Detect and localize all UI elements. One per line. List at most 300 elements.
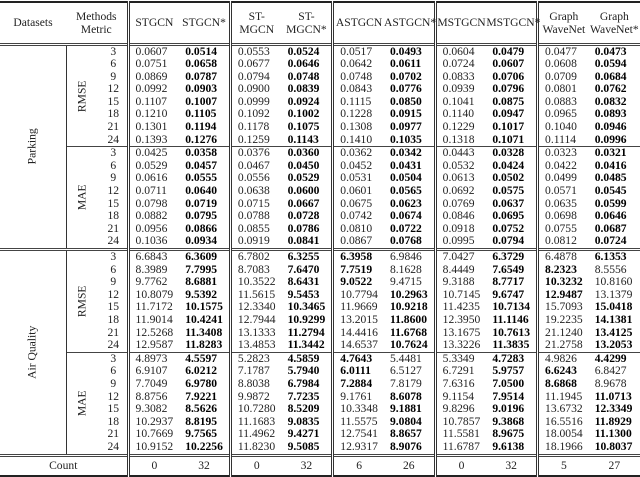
dataset-label: Parking	[25, 128, 39, 165]
value-cell: 13.4853	[230, 339, 281, 352]
value-cell: 0.0553	[230, 44, 281, 58]
header-row	[0, 2, 640, 44]
value-cell: 9.0835	[287, 414, 320, 428]
value-cell: 4.4299	[589, 352, 640, 365]
value-cell: 6.3729	[486, 250, 537, 264]
value-cell: 9.3188	[435, 276, 486, 289]
value-cell: 0.0918	[435, 223, 486, 236]
value-cell: 0.0532	[435, 160, 486, 173]
value-cell: 0.0855	[230, 223, 281, 236]
value-cell: 4.7643	[333, 352, 384, 365]
value-cell: 12.9317	[333, 441, 384, 455]
value-cell: 13.2053	[594, 338, 633, 352]
value-cell: 0.0788	[230, 210, 281, 223]
horizon-cell: 9	[110, 376, 117, 390]
value-cell: 12.3349	[594, 402, 633, 416]
column-header	[128, 2, 179, 44]
metric-label: MAE	[75, 390, 89, 417]
methods-metric-header	[66, 2, 128, 44]
value-cell: 0.0724	[435, 58, 486, 71]
value-cell: 7.6470	[287, 262, 320, 276]
value-cell: 0.0473	[589, 44, 640, 58]
value-cell: 0.0999	[230, 96, 281, 109]
value-cell: 13.3226	[435, 339, 486, 352]
value-cell: 12.5268	[128, 327, 179, 340]
value-cell: 0.0556	[230, 172, 281, 185]
value-cell: 0.0839	[287, 82, 320, 96]
value-cell: 6.6843	[128, 250, 179, 264]
value-cell: 0.0915	[389, 107, 422, 121]
value-cell: 6.7291	[435, 365, 486, 378]
value-cell: 8.2323	[538, 264, 589, 277]
value-cell: 0.0748	[333, 71, 384, 84]
value-cell: 11.6787	[435, 441, 486, 455]
value-cell: 8.6881	[185, 275, 218, 289]
value-cell: 0.1178	[230, 121, 281, 134]
value-cell: 0.0992	[128, 83, 179, 96]
value-cell: 0.0358	[179, 147, 230, 160]
value-cell: 10.3348	[333, 403, 384, 416]
value-cell: 0.0443	[435, 147, 486, 160]
column-header-line: ASTGCN	[335, 16, 383, 30]
value-cell: 7.2884	[333, 378, 384, 391]
value-cell: 14.4416	[333, 327, 384, 340]
horizon-cell: 18	[107, 209, 120, 223]
value-cell: 0.0328	[486, 147, 537, 160]
value-cell: 0.0695	[492, 209, 525, 223]
metric-label: RMSE	[75, 285, 89, 318]
value-cell: 14.6537	[333, 339, 384, 352]
column-header-line: WaveNet	[542, 22, 586, 36]
column-header	[282, 2, 333, 44]
value-cell: 0.1276	[185, 132, 218, 146]
value-cell: 0.0711	[128, 185, 179, 198]
horizon-cell: 3	[100, 352, 128, 365]
horizon-cell: 9	[110, 275, 117, 289]
value-cell: 6.7984	[287, 376, 320, 390]
value-cell: 11.6768	[389, 325, 427, 339]
value-cell: 0.0638	[230, 185, 281, 198]
horizon-cell: 24	[107, 132, 120, 146]
value-cell: 6.0111	[333, 365, 384, 378]
value-cell: 0.0599	[594, 196, 627, 210]
value-cell: 0.0794	[492, 234, 525, 248]
count-label: Count	[0, 455, 128, 476]
table-row	[0, 44, 640, 58]
value-cell: 0.0607	[128, 44, 179, 58]
value-cell: 11.4962	[230, 428, 281, 441]
column-header-line: WaveNet*	[590, 22, 639, 36]
value-cell: 0.0996	[594, 132, 627, 146]
value-cell: 8.7717	[492, 275, 525, 289]
value-cell: 11.1945	[538, 391, 589, 404]
value-cell: 0.0769	[435, 198, 486, 211]
value-cell: 0.0724	[594, 234, 627, 248]
value-cell: 0.1115	[333, 96, 384, 109]
horizon-cell: 21	[107, 120, 120, 134]
value-cell: 11.5575	[333, 416, 384, 429]
value-cell: 0.0846	[435, 210, 486, 223]
count-value: 5	[538, 455, 589, 476]
value-cell: 7.7519	[333, 264, 384, 277]
column-header-line: STGCN	[135, 16, 174, 30]
datasets-header: Datasets	[13, 16, 53, 30]
value-cell: 11.5615	[230, 289, 281, 302]
value-cell: 6.5127	[389, 364, 422, 378]
value-cell: 9.5392	[185, 287, 218, 301]
value-cell: 0.0529	[128, 160, 179, 173]
value-cell: 0.0524	[282, 44, 333, 58]
value-cell: 8.8756	[128, 391, 179, 404]
results-table	[0, 1, 640, 477]
table-row	[0, 352, 640, 365]
value-cell: 13.1333	[230, 327, 281, 340]
horizon-cell: 15	[107, 402, 120, 416]
value-cell: 11.3408	[185, 325, 223, 339]
value-cell: 0.0450	[287, 158, 320, 172]
value-cell: 6.4878	[538, 250, 589, 264]
value-cell: 0.0850	[389, 94, 422, 108]
value-cell: 11.2794	[287, 325, 325, 339]
value-cell: 6.0212	[185, 364, 218, 378]
value-cell: 8.9678	[594, 376, 627, 390]
column-header	[179, 2, 230, 44]
value-cell: 0.0376	[230, 147, 281, 160]
value-cell: 8.6078	[389, 389, 422, 403]
value-cell: 0.0956	[128, 223, 179, 236]
value-cell: 10.8037	[594, 439, 633, 453]
value-cell: 10.7613	[492, 325, 531, 339]
value-cell: 11.8283	[185, 338, 223, 352]
value-cell: 0.0637	[492, 196, 525, 210]
value-cell: 0.0485	[594, 171, 627, 185]
value-cell: 8.9076	[389, 439, 422, 453]
value-cell: 0.0810	[333, 223, 384, 236]
horizon-cell: 18	[107, 414, 120, 428]
value-cell: 10.3465	[287, 300, 326, 314]
value-cell: 0.0977	[389, 120, 422, 134]
table-row	[0, 250, 640, 264]
value-cell: 9.3868	[492, 414, 525, 428]
value-cell: 0.0776	[389, 82, 422, 96]
value-cell: 0.0452	[333, 160, 384, 173]
value-cell: 0.0531	[333, 172, 384, 185]
horizon-cell: 24	[107, 234, 120, 248]
value-cell: 0.0965	[538, 108, 589, 121]
value-cell: 13.1675	[435, 327, 486, 340]
value-cell: 11.9669	[333, 301, 384, 314]
value-cell: 8.6868	[538, 378, 589, 391]
value-cell: 0.0502	[492, 171, 525, 185]
value-cell: 10.2937	[128, 416, 179, 429]
value-cell: 6.8427	[594, 364, 627, 378]
value-cell: 0.1002	[287, 107, 320, 121]
value-cell: 0.1114	[538, 134, 589, 147]
column-header-line: ASTGCN*	[383, 16, 437, 30]
value-cell: 9.4715	[389, 275, 422, 289]
value-cell: 0.0786	[287, 221, 320, 235]
dataset-label-cell	[0, 44, 66, 250]
value-cell: 7.7049	[128, 378, 179, 391]
horizon-cell: 24	[107, 439, 120, 453]
value-cell: 5.2823	[230, 352, 281, 365]
value-cell: 0.0939	[435, 83, 486, 96]
horizon-cell: 6	[110, 262, 117, 276]
value-cell: 0.0514	[179, 44, 230, 58]
horizon-cell: 3	[100, 250, 128, 264]
value-cell: 10.1575	[185, 300, 223, 314]
value-cell: 0.0946	[594, 120, 627, 134]
horizon-cell: 24	[107, 338, 120, 352]
value-cell: 7.6549	[492, 262, 525, 276]
value-cell: 0.0934	[185, 234, 218, 248]
value-cell: 10.9152	[128, 441, 179, 455]
count-value: 0	[128, 455, 179, 476]
value-cell: 0.0529	[287, 171, 320, 185]
horizon-cell: 12	[107, 184, 120, 198]
value-cell: 7.9221	[185, 389, 218, 403]
value-cell: 5.3349	[435, 352, 486, 365]
metric-label-cell	[66, 147, 100, 250]
value-cell: 0.0555	[185, 171, 218, 185]
value-cell: 0.0504	[389, 171, 422, 185]
value-cell: 21.1240	[538, 327, 589, 340]
value-cell: 0.0715	[230, 198, 281, 211]
value-cell: 0.0924	[287, 94, 320, 108]
value-cell: 0.0342	[384, 147, 435, 160]
value-cell: 0.0565	[389, 184, 422, 198]
value-cell: 6.3958	[333, 250, 384, 264]
value-cell: 0.0499	[538, 172, 589, 185]
value-cell: 0.0719	[185, 196, 218, 210]
value-cell: 0.1035	[389, 132, 422, 146]
value-cell: 0.0893	[594, 107, 627, 121]
horizon-cell: 6	[110, 158, 117, 172]
value-cell: 0.1318	[435, 134, 486, 147]
value-cell: 0.0903	[185, 82, 218, 96]
value-cell: 0.0425	[128, 147, 179, 160]
column-header-line: ST-MGCN	[239, 9, 275, 36]
value-cell: 0.0698	[538, 210, 589, 223]
value-cell: 0.0883	[538, 96, 589, 109]
horizon-cell: 21	[107, 221, 120, 235]
value-cell: 0.1092	[230, 108, 281, 121]
value-cell: 0.0787	[185, 69, 218, 83]
value-cell: 18.0054	[538, 428, 589, 441]
column-header	[435, 2, 486, 44]
value-cell: 10.8079	[128, 289, 179, 302]
value-cell: 0.0479	[486, 44, 537, 58]
horizon-cell: 15	[107, 196, 120, 210]
value-cell: 0.0795	[185, 209, 218, 223]
value-cell: 8.8038	[230, 378, 281, 391]
value-cell: 6.1353	[589, 250, 640, 264]
value-cell: 0.1308	[333, 121, 384, 134]
value-cell: 11.4235	[435, 301, 486, 314]
value-cell: 0.0947	[492, 107, 525, 121]
value-cell: 0.0995	[435, 235, 486, 249]
value-cell: 4.9826	[538, 352, 589, 365]
value-cell: 9.5453	[287, 287, 320, 301]
value-cell: 11.7172	[128, 301, 179, 314]
value-cell: 0.0321	[589, 147, 640, 160]
count-value: 0	[230, 455, 281, 476]
count-value: 0	[435, 455, 486, 476]
value-cell: 4.5859	[282, 352, 333, 365]
value-cell: 0.0424	[492, 158, 525, 172]
value-cell: 6.9780	[185, 376, 218, 390]
horizon-cell: 12	[107, 389, 120, 403]
horizon-cell: 3	[100, 147, 128, 160]
value-cell: 0.0674	[389, 209, 422, 223]
value-cell: 0.0742	[333, 210, 384, 223]
value-cell: 12.9587	[128, 339, 179, 352]
value-cell: 9.0196	[492, 402, 525, 416]
value-cell: 0.1105	[185, 107, 217, 121]
value-cell: 0.0875	[492, 94, 525, 108]
horizon-cell: 3	[100, 44, 128, 58]
value-cell: 9.7565	[185, 427, 218, 441]
count-value: 32	[179, 455, 230, 476]
value-cell: 0.0833	[435, 71, 486, 84]
value-cell: 0.0709	[538, 71, 589, 84]
value-cell: 10.2963	[389, 287, 428, 301]
value-cell: 0.0646	[594, 209, 627, 223]
column-header	[384, 2, 435, 44]
value-cell: 0.0748	[287, 69, 320, 83]
value-cell: 6.3609	[179, 250, 230, 264]
horizon-cell: 15	[107, 94, 120, 108]
value-cell: 12.3950	[435, 314, 486, 327]
value-cell: 21.2758	[538, 339, 589, 352]
horizon-cell: 6	[110, 57, 117, 71]
value-cell: 0.0611	[389, 57, 422, 71]
methods-label: Methods	[75, 9, 117, 23]
value-cell: 13.4125	[594, 325, 633, 339]
value-cell: 0.0362	[333, 147, 384, 160]
count-value: 27	[589, 455, 640, 476]
value-cell: 14.1381	[594, 312, 633, 326]
value-cell: 0.0751	[128, 58, 179, 71]
value-cell: 5.4481	[384, 352, 435, 365]
value-cell: 0.0794	[230, 71, 281, 84]
column-header-line: MSTGCN	[437, 16, 486, 30]
value-cell: 13.1379	[594, 287, 633, 301]
value-cell: 9.9872	[230, 391, 281, 404]
value-cell: 0.0517	[333, 44, 384, 58]
value-cell: 8.8657	[389, 427, 422, 441]
value-cell: 9.6138	[492, 439, 525, 453]
value-cell: 11.3442	[287, 338, 325, 352]
value-cell: 7.0500	[492, 376, 525, 390]
value-cell: 10.7669	[128, 428, 179, 441]
value-cell: 8.5556	[594, 262, 627, 276]
value-cell: 0.0646	[287, 57, 320, 71]
value-cell: 6.3255	[282, 250, 333, 264]
value-cell: 10.4241	[185, 312, 223, 326]
value-cell: 6.6243	[538, 365, 589, 378]
value-cell: 12.9487	[538, 289, 589, 302]
count-value: 32	[486, 455, 537, 476]
value-cell: 9.1761	[333, 391, 384, 404]
value-cell: 5.7940	[287, 364, 320, 378]
value-cell: 5.9757	[492, 364, 525, 378]
value-cell: 0.0722	[389, 221, 422, 235]
value-cell: 9.3082	[128, 403, 179, 416]
value-cell: 0.0493	[384, 44, 435, 58]
value-cell: 7.8179	[389, 376, 422, 390]
value-cell: 7.0427	[435, 250, 486, 264]
value-cell: 10.7280	[230, 403, 281, 416]
results-body	[0, 44, 640, 476]
value-cell: 0.0635	[538, 198, 589, 211]
value-cell: 9.4271	[287, 427, 320, 441]
column-header-line: Graph	[599, 9, 629, 23]
table-row	[0, 147, 640, 160]
value-cell: 0.1107	[128, 96, 179, 109]
value-cell: 0.0706	[492, 69, 525, 83]
value-cell: 0.0640	[185, 184, 218, 198]
value-cell: 6.7802	[230, 250, 281, 264]
value-cell: 9.8296	[435, 403, 486, 416]
value-cell: 8.9675	[492, 427, 525, 441]
value-cell: 0.1040	[538, 121, 589, 134]
value-cell: 0.0801	[538, 83, 589, 96]
value-cell: 0.0422	[538, 160, 589, 173]
value-cell: 0.0642	[333, 58, 384, 71]
value-cell: 0.0684	[594, 69, 627, 83]
value-cell: 0.0658	[185, 57, 218, 71]
value-cell: 0.0841	[287, 234, 320, 248]
value-cell: 0.0882	[128, 210, 179, 223]
value-cell: 19.2235	[538, 314, 589, 327]
horizon-cell: 18	[107, 107, 120, 121]
value-cell: 0.0360	[282, 147, 333, 160]
count-row	[0, 455, 640, 476]
column-header-line: MSTGCN*	[486, 16, 541, 30]
value-cell: 7.7235	[287, 389, 320, 403]
value-cell: 8.7083	[230, 264, 281, 277]
value-cell: 6.9107	[128, 365, 179, 378]
value-cell: 0.1041	[435, 96, 486, 109]
metric-label-cell	[66, 352, 100, 455]
value-cell: 13.2015	[333, 314, 384, 327]
value-cell: 0.0755	[538, 223, 589, 236]
value-cell: 10.9299	[287, 312, 326, 326]
value-cell: 11.1300	[594, 427, 632, 441]
value-cell: 4.8973	[128, 352, 179, 365]
count-value: 6	[333, 455, 384, 476]
value-cell: 6.9846	[384, 250, 435, 264]
value-cell: 0.0416	[594, 158, 627, 172]
horizon-cell: 21	[107, 325, 120, 339]
value-cell: 0.0752	[492, 221, 525, 235]
value-cell: 11.8600	[389, 312, 427, 326]
value-cell: 0.0613	[435, 172, 486, 185]
column-header-line: ST-MGCN*	[286, 9, 327, 36]
value-cell: 8.3989	[128, 264, 179, 277]
value-cell: 8.6431	[287, 275, 320, 289]
value-cell: 0.1210	[128, 108, 179, 121]
column-header-line: STGCN*	[182, 16, 226, 30]
value-cell: 0.0431	[389, 158, 422, 172]
value-cell: 11.8230	[230, 441, 281, 455]
column-header-line: Graph	[549, 9, 579, 23]
metric-label: RMSE	[75, 80, 89, 112]
value-cell: 12.3340	[230, 301, 281, 314]
value-cell: 0.0798	[128, 198, 179, 211]
value-cell: 0.0675	[333, 198, 384, 211]
